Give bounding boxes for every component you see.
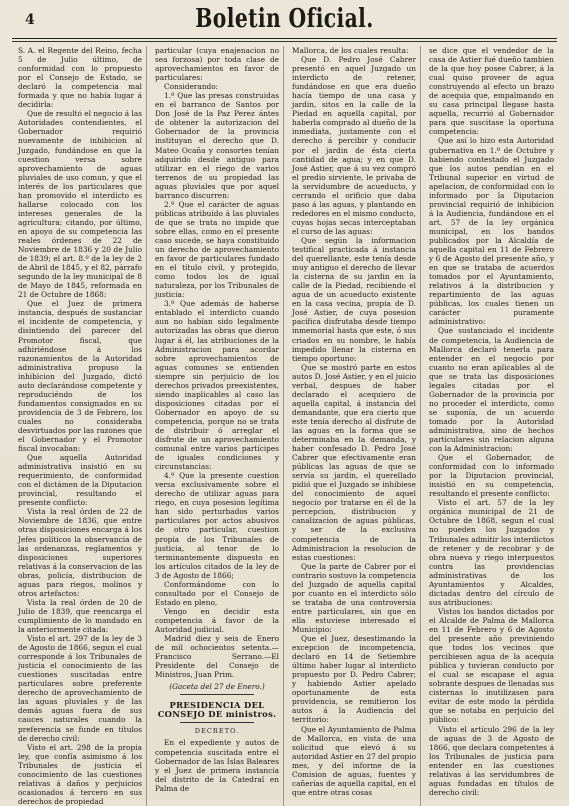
paragraph: Que sustanciado el incidente de competencia, la Audiencia de Mallorca declaró tenerla para entender en el negocio por cuanto no eran aplicables al de que se trata las disposiciones legales citadas por el Gobernador de la provincia por no proceder el interdicto, como se suponía, de un acuerdo tomado por la Autoridad administrativa, sino de hechos particulares sin relacion alguna con la Administracion: bbox=[429, 326, 554, 454]
section-heading: PRESIDENCIA DEL CONSEJO DE ministros. bbox=[157, 700, 277, 720]
paragraph: Que el Juez, desestimando la excepcion de incompetencia, declaró en 14 de Setiembre último haber lugar al interdicto propuesto por D. Pedro Cabrer; y habiendo Astier apelado oportunamente de esta providencia, se remitieron los autos á la Audiencia del territorio: bbox=[292, 634, 416, 725]
decree-label: DECRETO. bbox=[194, 727, 240, 736]
paragraph: Vista la real órden de 22 de Noviembre de 1836, que entre otras disposiciones encarga á los Jefes políticos la observancia de las ordenanzas, reglamentos y disposiciones superiores relativas á la conservacion de las obras, policía, distribucion de aguas para riegos, molinos y otros artefactos: bbox=[18, 507, 142, 598]
paragraph: Visto el art. 297 de la ley de 3 de Agosto de 1866, segun el cual corresponde á los Tribunales de justicia el conocimiento de las cuestiones suscitadas entre particulares sobre preferente derecho de aprovechamiento de las aguas pluviales y de las demás aguas fuera de sus cauces naturales cuando la preferencia se funde en títulos de derecho civil: bbox=[18, 634, 142, 743]
paragraph: Que el Gobernador, de conformidad con lo informado por la Diputacion provincial, insistió en su competencia, resultando el presente conflicto: bbox=[429, 453, 554, 499]
paragraph: 4.º Que la presente cuestion versa exclusivamente sobre el derecho de utilizar aguas para riego, en cuya posesion legítima han sido perturbados varios particulares por actos abusivos de otro particular, cuestion propia de los Tribunales de justicia, al tenor de lo terminantemente dispuesto en los artículos citados de la ley de 3 de Agosto de 1866; bbox=[155, 471, 279, 580]
paragraph: Que según la informacion testifical practicada á instancia del querellante, este tenía desde muy antiguo el derecho de llevar la cisterna de su jardin en la calle de la Piedad, recibiendo el agua de un acueducto existente en la casa vecina, propia de D. José Astier, de cuya posesion pacífica disfrutaba desde tiempo inmemorial hasta que este, ó sus criados en su nombre, le había impedido llenar la cisterna en tiempo oportuno: bbox=[292, 235, 416, 363]
paragraph: Vistos los bandos dictados por el Alcalde de Palma de Mallorca en 11 de Febrero y 6 de Agosto del presente año previniendo que todos los vecinos que percibiesen agua de la acequia pública y tuvieran conducto por el cual se escapase el agua sobrante despues de llenadas sus cisternas lo inutilizasen para evitar de este modo la pérdida que se notaba en perjuicio del público: bbox=[429, 606, 554, 725]
column-2 bbox=[155, 46, 284, 806]
paragraph: Que de resultó el negocio á las Autoridades contendientes, el Gobernador requirió nuevamente de inhibicion al Juzgado, fundándose en que la cuestion versa sobre aprovechamiento de aguas pluviales de uso comun, y que el interés de los particulares que han promovido el interdicto es hallarse colocado con los intereses generales de la agricultura; citando, por último, en apoyo de su competencia las reales órdenes de 22 de Noviembre de 1836 y 20 de Julio de 1839; el art. 8.º de la ley de 2 de Abril de 1845, y el 82, párrafo segundo de la ley municipal de 8 de Mayo de 1845, reformada en 21 de Octubre de 1868: bbox=[18, 109, 142, 300]
paragraph: Que se mostró parte en estos autos D. José Astier, y en el juicio verbal, despues de haber declarado el acequiero de aquella capital, á instancia del demandante, que era cierto que este tenía derecho al disfrute de las aguas en la forma que se determinaba en la demanda, y haber confesado D. Pedro José Cabrer que efectivamente eran públicas las aguas de que se servía su jardin, el querellado pidió que el Juzgado se inhibiese del conocimiento de aquel negocio por tratarse en él de la percepcion, distribucion y canalizacion de aguas públicas, y ser de la exclusiva competencia de la Administracion la resolucion de estas cuestiones: bbox=[292, 362, 416, 562]
page-number: 4 bbox=[25, 12, 35, 28]
paragraph: Conformándome con lo consultado por el Consejo de Estado en pleno, bbox=[155, 579, 279, 607]
paragraph: Que D. Pedro José Cabrer presentó en aquel Juzgado un interdicto de retener, fundándose en que era dueño hacía tiempo de una casa y jardin, sitos en la calle de la Piedad en aquella capital, por haberla comprado al dueño de la inmediata, justamente con el derecho á percibir y conducir por el jardin de ésta cierta cantidad de agua; y en que D. José Astier, que á su vez compró el predio sirviente, le privaba de la servidumbre de acueducto, y cerrando el orificio que daba paso á las aguas, y plantando en rededores en el mismo conducto, cuyas hojas secas interceptaban el curso de las aguas: bbox=[292, 55, 416, 236]
paragraph: S. A. el Regente del Reino, fecha 5 de Julio último, de conformidad con lo propuesto por el Consejo de Estado, se declaró la competencia mal formada y que no había lugar á decidirla: bbox=[18, 46, 142, 110]
section-divider bbox=[180, 694, 254, 695]
paragraph: Visto el artículo 296 de la ley de aguas de 3 de Agosto de 1866, que declara competentes á los Tribunales de justicia para entender en las cuestiones relativas á las servidumbres de aguas fundadas en títulos de derecho civil: bbox=[429, 724, 554, 797]
paragraph: Vista la real órden de 20 de Julio de 1839, que reencarga el cumplimiento de lo mandado en la anteriormente citada: bbox=[18, 597, 142, 634]
paragraph: Madrid diez y seis de Enero de mil ochocientos setenta.—Francisco Serrano.—El Presidente del Consejo de Ministros, Juan Prim. bbox=[155, 634, 279, 680]
paragraph: Visto el art. 298 de la propia ley, que confía asimismo á los Tribunales de justicia el conocimiento de las cuestiones relativas á daños y perjuicios ocasionados á tercero en sus derechos de propiedad bbox=[18, 742, 142, 806]
text-columns bbox=[18, 46, 558, 806]
paragraph: Vengo en decidir esta competencia á favor de la Autoridad judicial. bbox=[155, 606, 279, 634]
journal-title: Boletin Oficial. bbox=[195, 4, 374, 34]
paragraph: Que el Ayuntamiento de Palma de Mallorca, en vista de una solicitud que elevó á su autoridad Astier en 27 del propio mes, y del informe de la Comision de aguas, fuentes y cañerías de aquella capital, en el que entre otras cosas bbox=[292, 724, 416, 797]
column-1 bbox=[18, 46, 147, 806]
paragraph: 1.º Que las presas construidas en el barranco de Santos por Don José de la Paz Perez ántes de obtener la autorizacion del Gobernador de la provincia instituyan el derecho que D. Mateo Ocaña y consortes tenían adquirido desde antiguo para utilizar en el riego de varios terrenos de su propiedad las aguas pluviales que por aquel barranco discurren: bbox=[155, 91, 279, 200]
paragraph: se dice que el vendedor de la casa de Astier fué dueño tambien de la que hoy posee Cabrer, á la cual quiso proveer de agua construyendo al efecto un brazo de acequia que, empalmando en su casa principal llegase hasta aquella, recurrió al Gobernador para que suscitase la oportuna competencia: bbox=[429, 46, 554, 137]
section-divider bbox=[180, 722, 254, 723]
header-rule-thin bbox=[12, 41, 557, 42]
paragraph: Mallorca, de los cuales resulta: bbox=[292, 46, 409, 55]
paragraph: 2.º Que el carácter de aguas públicas atribuido á las pluviales de que se trata no impide que sobre ellas, como en el presente caso sucede, se haya constituido un derecho de aprovechamiento en favor de particulares fundado en el título civil, y protegido, como todos los de igual naturaleza, por los Tribunales de justicia: bbox=[155, 199, 279, 300]
column-3 bbox=[292, 46, 421, 806]
paragraph: Que el Juez de primera instancia, después de sustanciar el incidente de competencia, y disintiendo del parecer del Promotor fiscal, que adhiriéndose á los razonamientos de la Autoridad administrativa propuso la inhibicion del Juzgado, dictó auto declarándose competente y reproduciéndo de los fundamentos consignados en su providencia de 3 de Febrero, los cuales no consideraba desvirtuados por las razones que el Gobernador y el Promotor fiscal invocaban: bbox=[18, 299, 142, 454]
paragraph: Que así lo hizo esta Autoridad gubernativa en 1.º de Octubre y habiendo contestado el Juzgado que los autos pendían en el Tribunal superior en virtud de apelacion, de conformidad con lo informado por la Diputacion provincial requirió de inhibicion á la Audiencia, fundándose en el art. 57 de la ley orgánica municipal, en los bandos publicados por la Alcaldía de aquella capital en 11 de Febrero y 6 de Agosto del presente año, y en que se trataba de acuerdos tomados por el Ayuntamiento, relativos á la distribucion y repartimiento de las aguas públicas, los cuales tienen un carácter puramente administrativo: bbox=[429, 136, 554, 327]
paragraph: Que aquella Autoridad administrativa insistió en su requerimiento, de conformidad con el dictámen de la Diputacion provincial, resultando el presente conflicto: bbox=[18, 453, 142, 508]
column-4 bbox=[429, 46, 558, 806]
paragraph: 3.º Que además de haberse entablado el interdicto cuando aun no habían sido legalmente autorizadas las obras que dieron lugar á él, las atribuciones de la Administracion para acordar sobre aprovechamientos de aguas comunes se entienden siempre sin perjuicio de los derechos privados preexistentes, siendo inaplicables al caso las disposiciones citadas por el Gobernador en apoyo de su competencia, porque no se trata de distribuir ó arreglar el disfrute de un aprovechamiento comunal entre varios partícipes de iguales condiciones y circunstancias: bbox=[155, 299, 279, 472]
paragraph: Considerando: bbox=[164, 82, 219, 92]
paragraph: En el expediente y autos de competencia suscitada entre el Gobernador de las Islas Baleares y el Juez de primera instancia del distrito de la Catedral en Palma de bbox=[155, 738, 279, 793]
masthead bbox=[0, 0, 569, 40]
header-rule bbox=[12, 38, 557, 39]
gazette-note: (Gaceta del 27 de Enero.) bbox=[169, 682, 265, 692]
paragraph: Que la parte de Cabrer por el contrario sostuvo la competencia del Juzgado de aquella capital por cuanto en el interdicto sólo se trataba de una controversia entre particulares, sin que en ella estuviese interesado el Municipio: bbox=[292, 561, 416, 634]
paragraph: particular (cuya enajenacion no sea forzosa) por toda clase de aprovechamientos en favor de particulares: bbox=[155, 46, 279, 83]
paragraph: Visto el art. 57 de la ley orgánica municipal de 21 de Octubre de 1868, segun el cual no pueden los Juzgados y Tribunales admitir los interdictos de retener y de recobrar y de obra nueva y riego interpuestos contra las providencias administrativas de los Ayuntamientos y Alcaldes, dictadas dentro del círculo de sus atribuciones: bbox=[429, 498, 554, 607]
